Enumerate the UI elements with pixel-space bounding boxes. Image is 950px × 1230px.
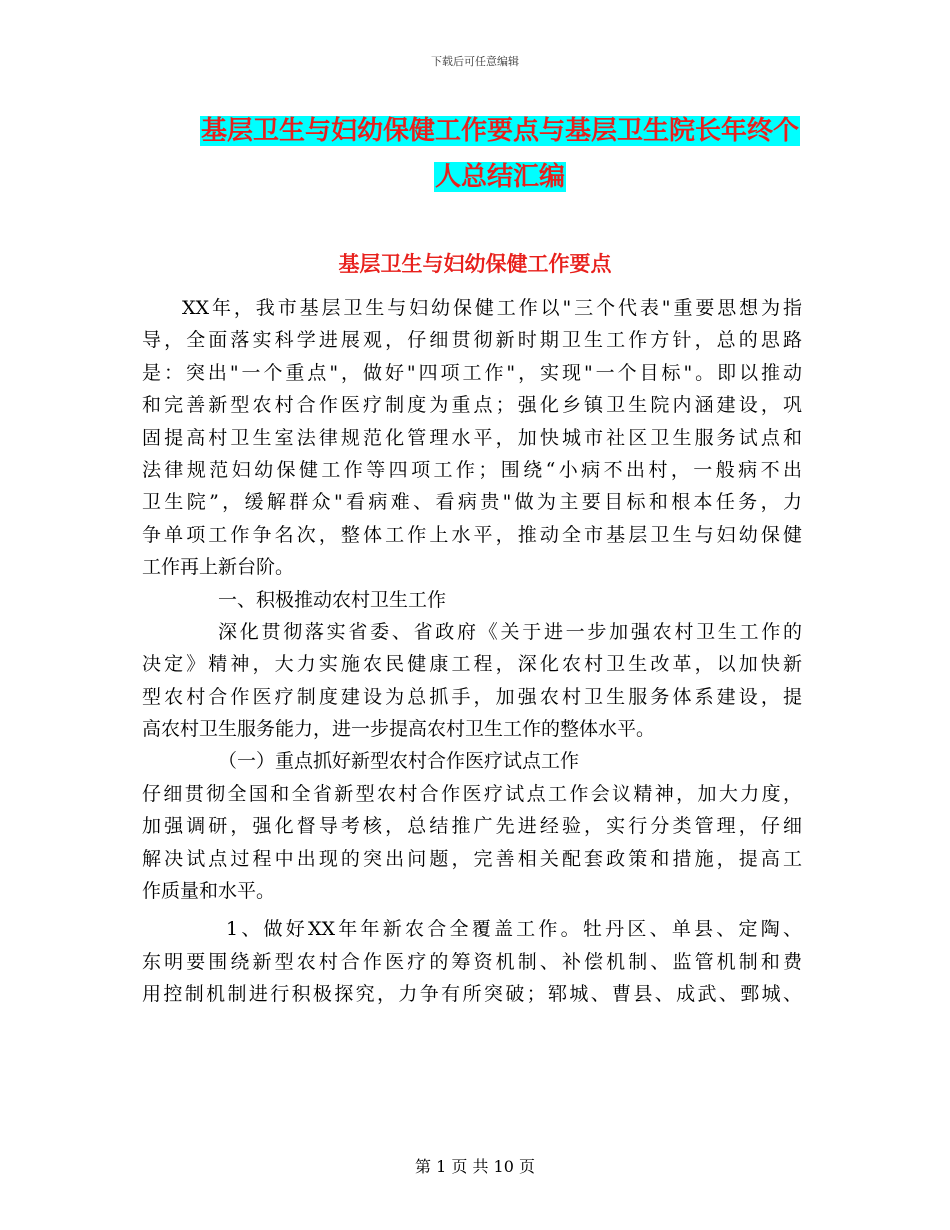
text-line: 和完善新型农村合作医疗制度为重点；强化乡镇卫生院内涵建设，巩 (142, 394, 802, 417)
text-line: 解决试点过程中出现的突出问题，完善相关配套政策和措施，提高工 (142, 847, 802, 870)
paragraph-full-coverage (142, 913, 802, 1010)
text-line: 仔细贯彻全国和全省新型农村合作医疗试点工作会议精神，加大力度， (142, 782, 802, 805)
heading-cooperative-medical: （一）重点抓好新型农村合作医疗试点工作 (218, 750, 580, 773)
text-line: 作质量和水平。 (142, 880, 276, 903)
page-footer: 第 1 页 共 10 页 (415, 1157, 535, 1176)
text-line: 深化贯彻落实省委、省政府《关于进一步加强农村卫生工作的 (218, 620, 802, 643)
text-line: 固提高村卫生室法律规范化管理水平，加快城市社区卫生服务试点和 (142, 426, 802, 449)
text-line: 东明要围绕新型农村合作医疗的筹资机制、补偿机制、监管机制和费 (142, 950, 802, 973)
text-line: 导，全面落实科学进展观，仔细贯彻新时期卫生工作方针，总的思路 (142, 329, 802, 352)
text-line: 型农村合作医疗制度建设为总抓手，加强农村卫生服务体系建设，提 (142, 685, 802, 708)
paragraph-rural-health (142, 616, 802, 746)
title-line-1: 基层卫生与妇幼保健工作要点与基层卫生院长年终个 (200, 116, 799, 146)
heading-rural-health: 一、积极推动农村卫生工作 (218, 588, 447, 611)
text-line: 工作再上新台阶。 (142, 556, 295, 579)
text-line: 是：突出"一个重点"，做好"四项工作"，实现"一个目标"。即以推动 (142, 361, 802, 384)
paragraph-cooperative-medical (142, 778, 802, 908)
text-line: 加强调研，强化督导考核，总结推广先进经验，实行分类管理，仔细 (142, 815, 802, 838)
document-body (142, 292, 802, 1011)
text-line: 卫生院”，缓解群众"看病难、看病贵"做为主要目标和根本任务，力 (142, 491, 802, 514)
text-line: 1、做好XX年年新农合全覆盖工作。牡丹区、单县、定陶、 (226, 918, 802, 941)
header-note: 下载后可任意编辑 (431, 55, 519, 68)
text-line: 法律规范妇幼保健工作等四项工作；围绕“小病不出村，一般病不出 (142, 458, 802, 481)
text-line: XX年，我市基层卫生与妇幼保健工作以"三个代表"重要思想为指 (182, 297, 802, 319)
document-title (190, 108, 810, 200)
text-line: 高农村卫生服务能力，进一步提高农村卫生工作的整体水平。 (142, 718, 656, 741)
text-line: 决定》精神，大力实施农民健康工程，深化农村卫生改革，以加快新 (142, 653, 802, 676)
text-line: 用控制机制进行积极探究，力争有所突破；郓城、曹县、成武、鄄城、 (142, 983, 802, 1006)
section-title: 基层卫生与妇幼保健工作要点 (338, 252, 612, 276)
title-line-2: 人总结汇编 (434, 162, 565, 192)
text-line: 争单项工作争名次，整体工作上水平，推动全市基层卫生与妇幼保健 (142, 523, 802, 546)
paragraph-intro (142, 292, 802, 584)
